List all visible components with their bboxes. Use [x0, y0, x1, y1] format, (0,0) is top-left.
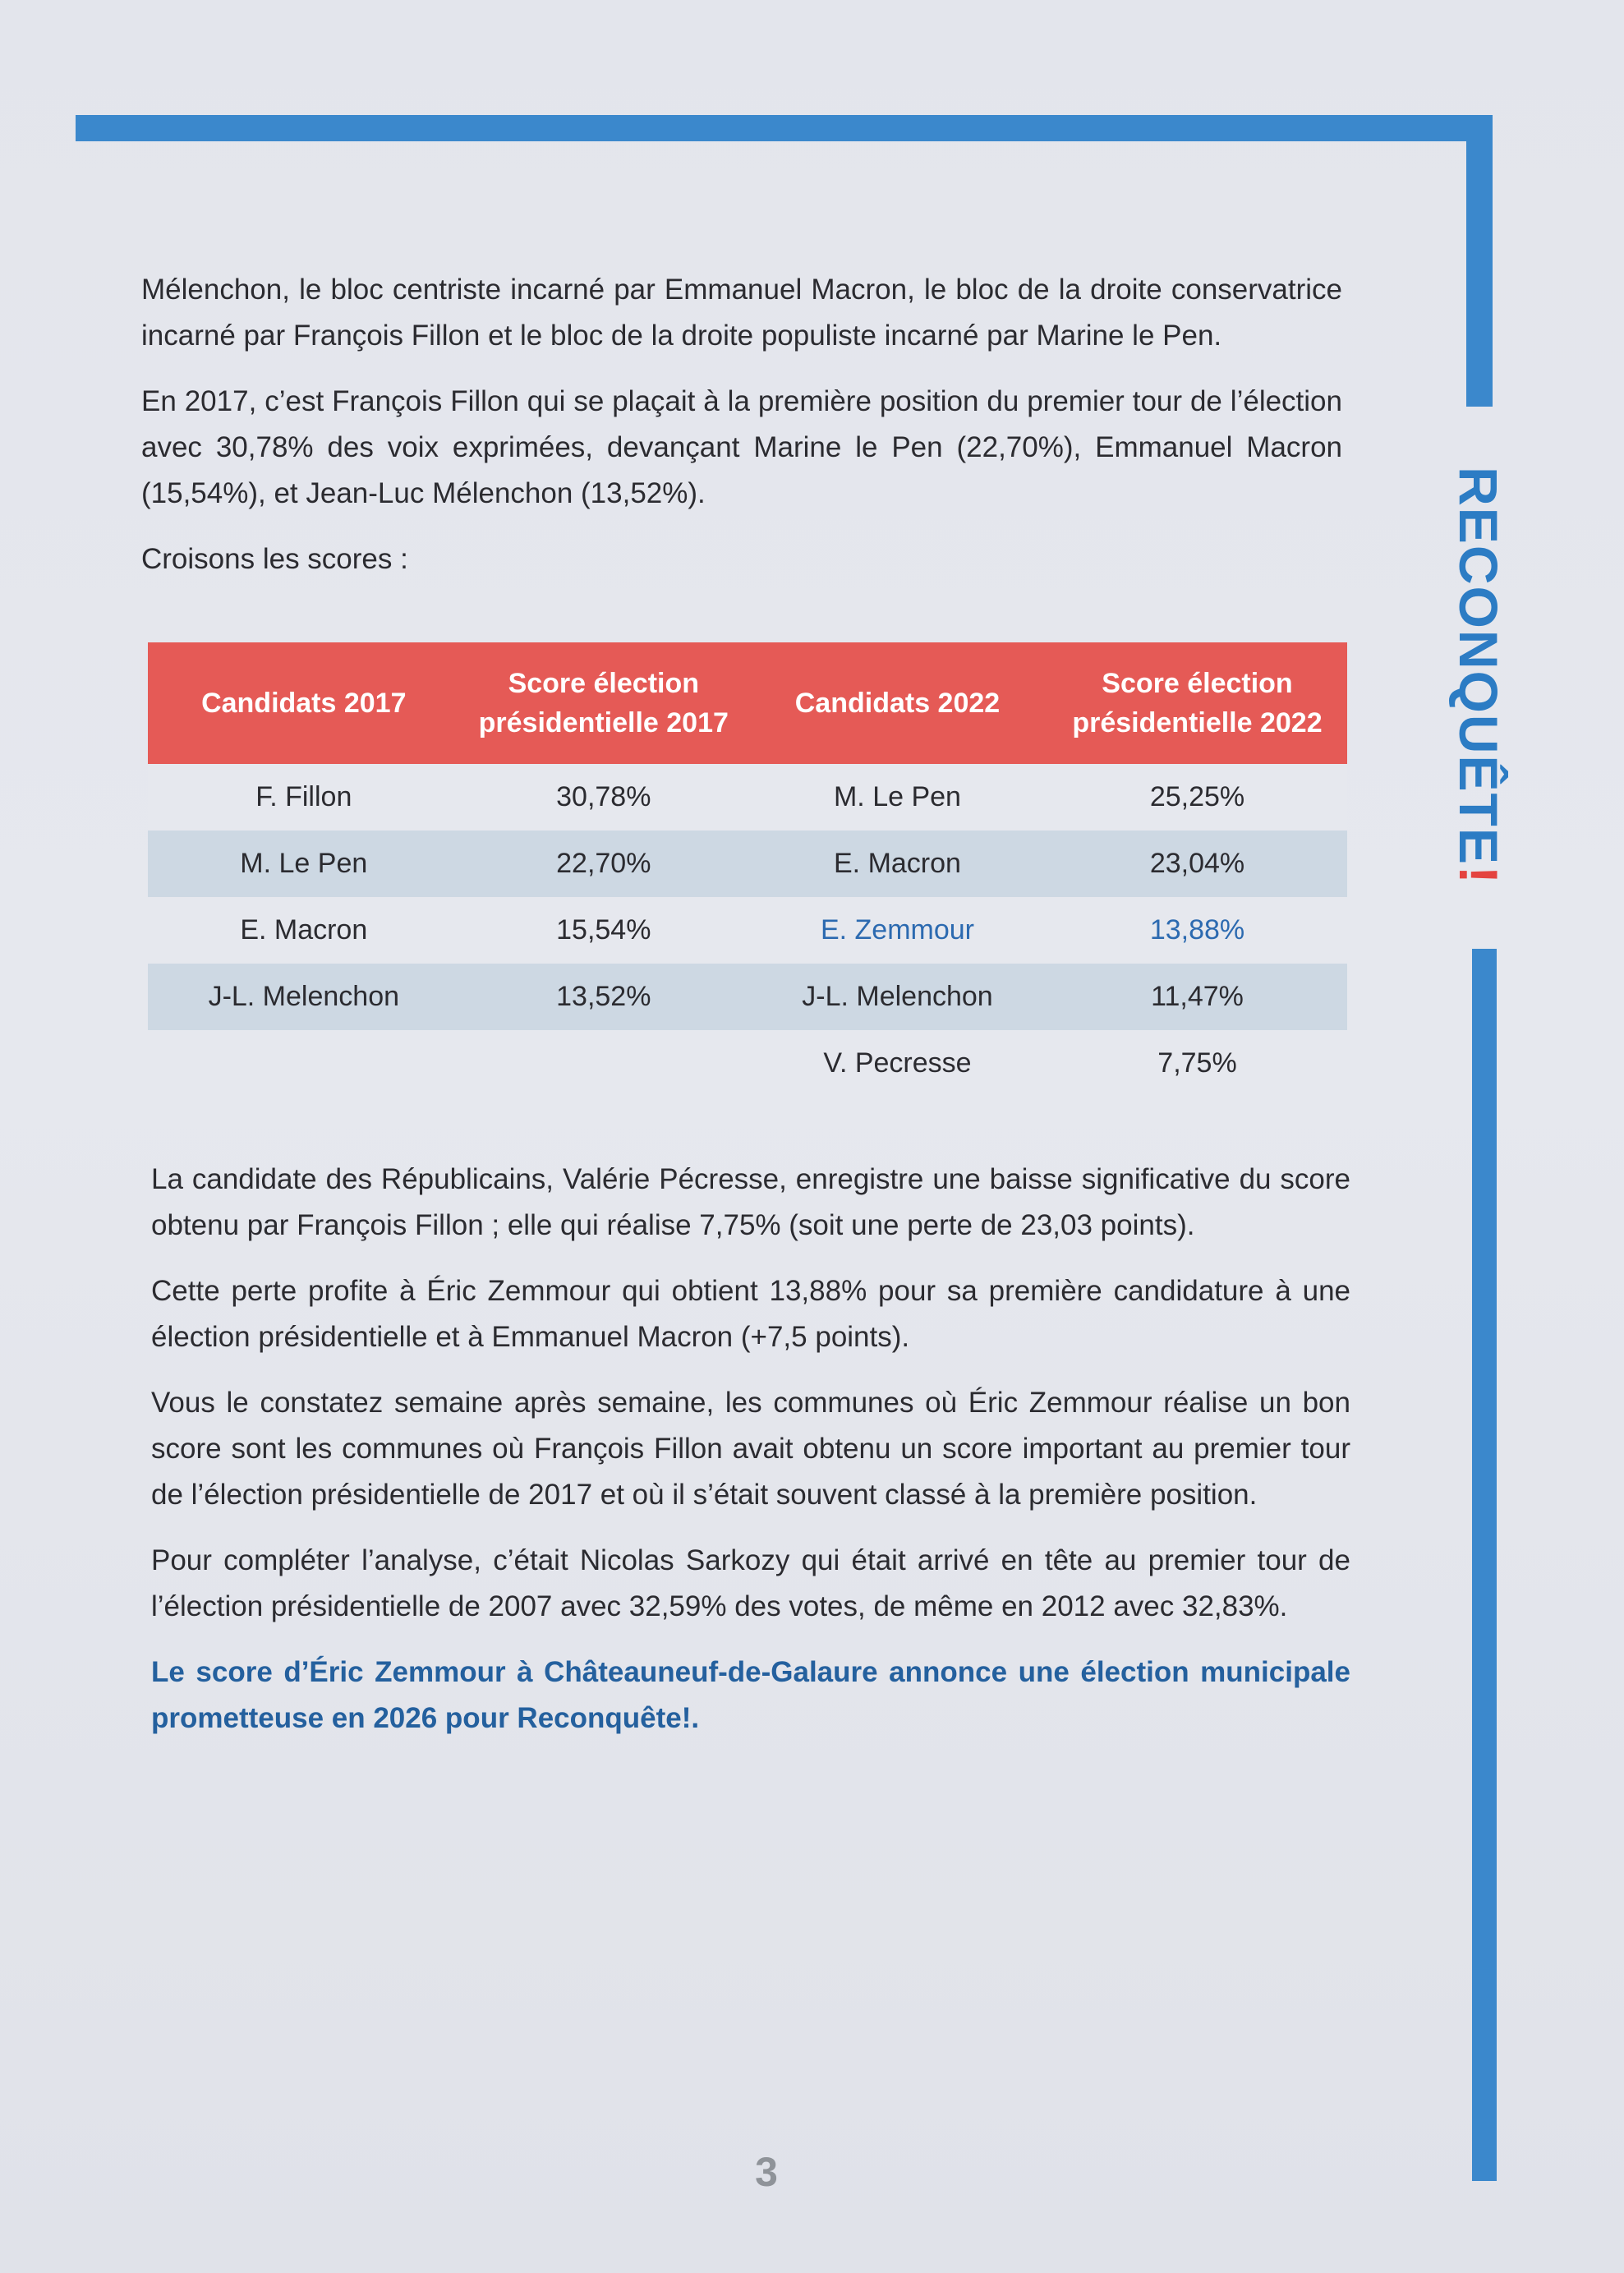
analysis-paragraph: La candidate des Républicains, Valérie Pécresse, enregistre une baisse significative du score obtenu par François Fillon ; elle qui réalise 7,75% (soit une perte de 23,03 points). [151, 1163, 1350, 1241]
table-cell: E. Macron [148, 897, 460, 964]
table-cell: 22,70% [460, 831, 748, 897]
table-row [148, 897, 1347, 964]
header-score-2022: Score élection présidentielle 2022 [1047, 642, 1347, 764]
analysis-paragraph: Cette perte profite à Éric Zemmour qui obtient 13,88% pour sa première candidature à une élection présidentielle et à Emmanuel Macron (+7,5 points). [151, 1275, 1350, 1353]
table-cell: 15,54% [460, 897, 748, 964]
frame-right-bar-lower [1472, 949, 1497, 2181]
scores-table [148, 642, 1347, 1097]
table-row [148, 764, 1347, 831]
intro-paragraph: Mélenchon, le bloc centriste incarné par Emmanuel Macron, le bloc de la droite conservatrice incarné par François Fillon et le bloc de la droite populiste incarné par Marine le Pen. [141, 274, 1342, 352]
analysis-paragraph: Pour compléter l’analyse, c’était Nicolas Sarkozy qui était arrivé en tête au premier tour de l’élection présidentielle de 2007 avec 32,59% des votes, de même en 2012 avec 32,83%. [151, 1544, 1350, 1622]
table-cell: 11,47% [1047, 964, 1347, 1030]
conclusion-paragraph: Le score d’Éric Zemmour à Châteauneuf-de-Galaure annonce une élection municipale prometteuse en 2026 pour Reconquête!. [151, 1656, 1350, 1734]
brand-logo [1447, 467, 1510, 886]
header-score-2017: Score élection présidentielle 2017 [460, 642, 748, 764]
frame-top-bar [76, 115, 1493, 141]
table-lead-in: Croisons les scores : [141, 543, 408, 575]
table-cell: 13,52% [460, 964, 748, 1030]
table-cell: 25,25% [1047, 764, 1347, 831]
brand-exclamation: ! [1448, 865, 1509, 886]
table-row [148, 964, 1347, 1030]
page-number: 3 [755, 2149, 778, 2195]
analysis-section [151, 1157, 1350, 1761]
table-header-row [148, 642, 1347, 764]
intro-section [141, 267, 1342, 602]
analysis-paragraph: Vous le constatez semaine après semaine, les communes où Éric Zemmour réalise un bon score sont les communes où François Fillon avait obtenu un score important au premier tour de l’élection présidentielle de 2017 et où il s’était souvent classé à la première position. [151, 1387, 1350, 1511]
table-row [148, 1030, 1347, 1097]
table-cell: 30,78% [460, 764, 748, 831]
table-cell-highlight: E. Zemmour [748, 897, 1047, 964]
table-cell: 7,75% [1047, 1030, 1347, 1097]
table-cell: J-L. Melenchon [148, 964, 460, 1030]
brand-name: RECONQUÊTE [1448, 467, 1509, 866]
table-cell: F. Fillon [148, 764, 460, 831]
frame-right-bar-upper [1466, 141, 1493, 407]
table-cell [148, 1030, 460, 1097]
table-cell: 23,04% [1047, 831, 1347, 897]
intro-paragraph: En 2017, c’est François Fillon qui se plaçait à la première position du premier tour de l’élection avec 30,78% des voix exprimées, devançant Marine le Pen (22,70%), Emmanuel Macron (15,54%), et Jean-Luc Mélenchon (13,52%). [141, 385, 1342, 509]
table-row [148, 831, 1347, 897]
header-candidates-2017: Candidats 2017 [148, 642, 460, 764]
header-candidates-2022: Candidats 2022 [748, 642, 1047, 764]
table-cell: M. Le Pen [748, 764, 1047, 831]
table-cell: M. Le Pen [148, 831, 460, 897]
table-cell [460, 1030, 748, 1097]
table-cell: V. Pecresse [748, 1030, 1047, 1097]
table-cell: J-L. Melenchon [748, 964, 1047, 1030]
table-cell: E. Macron [748, 831, 1047, 897]
table-cell-highlight: 13,88% [1047, 897, 1347, 964]
